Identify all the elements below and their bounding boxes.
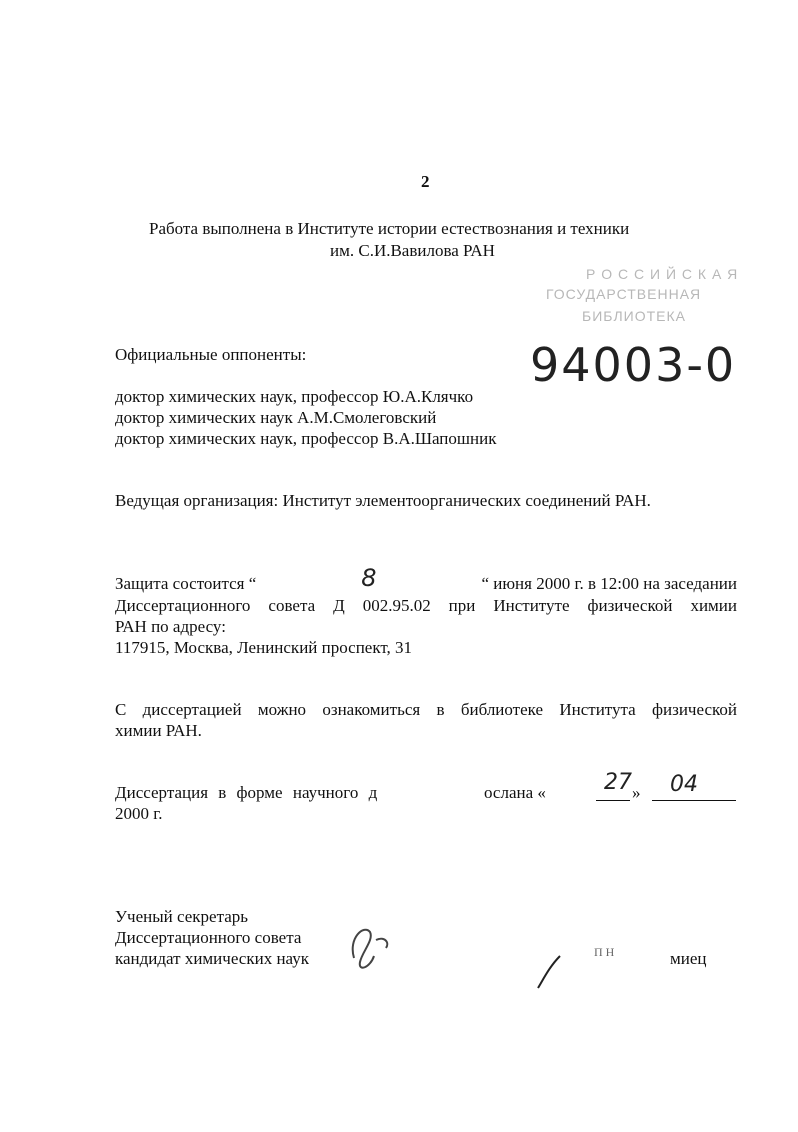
defense-suffix: “ июня 2000 г. в 12:00 на заседании: [481, 574, 737, 593]
leading-organization: Ведущая организация: Институт элементоорганических соединений РАН.: [115, 491, 651, 510]
secretary-name-end: миец: [670, 949, 707, 968]
opponent-2: доктор химических наук А.М.Смолеговский: [115, 408, 437, 427]
opponents-title: Официальные оппоненты:: [115, 345, 307, 364]
sent-prefix: Диссертация в форме научного д: [115, 783, 378, 802]
page-number: 2: [421, 172, 430, 191]
library-line-1: С диссертацией можно ознакомиться в библиотеке Института физической: [115, 700, 737, 719]
opponent-3: доктор химических наук, профессор В.А.Шапошник: [115, 429, 497, 448]
defense-address: 117915, Москва, Ленинский проспект, 31: [115, 638, 413, 657]
sent-month: 04: [670, 772, 698, 797]
secretary-line-1: Ученый секретарь: [115, 907, 249, 926]
sent-day: 27: [604, 770, 632, 795]
header-line-1: Работа выполнена в Институте истории естествознания и техники: [149, 219, 630, 238]
defense-prefix: Защита состоится “: [115, 574, 257, 593]
stamp-line-3: БИБЛИОТЕКА: [582, 308, 686, 324]
sent-day-underline: [596, 800, 630, 801]
secretary-line-3: кандидат химических наук: [115, 949, 309, 968]
defense-line-3: РАН по адресу:: [115, 617, 226, 636]
sent-close: »: [632, 783, 641, 802]
signature-stroke: [530, 948, 570, 992]
secretary-line-2: Диссертационного совета: [115, 928, 302, 947]
stamp-line-1: Р О С С И Й С К А Я: [586, 266, 739, 282]
opponent-1: доктор химических наук, профессор Ю.А.Клячко: [115, 387, 474, 406]
secretary-name-fragment: П Н: [594, 945, 615, 959]
sent-middle: ослана «: [484, 783, 546, 802]
defense-line-2: Диссертационного совета Д 002.95.02 при Институте физической химии: [115, 596, 737, 615]
stamp-line-2: ГОСУДАРСТВЕННАЯ: [546, 286, 702, 302]
sent-year: 2000 г.: [115, 804, 163, 823]
signature-mark: [340, 918, 404, 982]
sent-month-underline: [652, 800, 736, 801]
header-line-2: им. С.И.Вавилова РАН: [330, 241, 495, 260]
handwritten-number: 94003-0: [530, 338, 737, 392]
defense-day: 8: [361, 564, 377, 592]
library-line-2: химии РАН.: [115, 721, 202, 740]
